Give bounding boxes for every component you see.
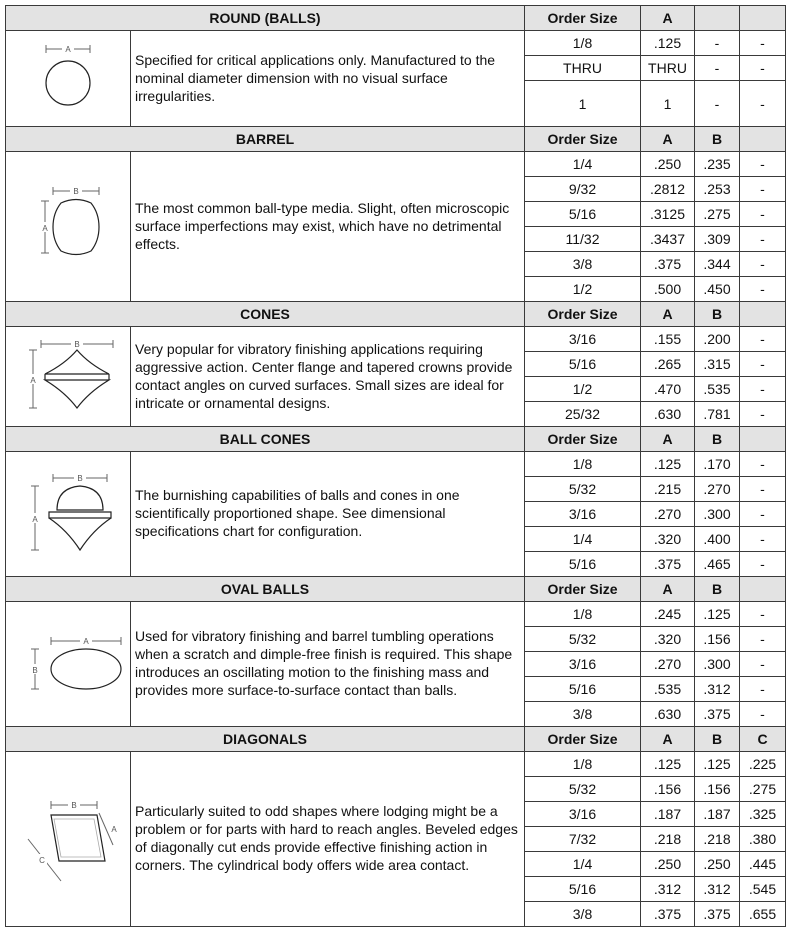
order-size-cell: 5/16 bbox=[525, 352, 641, 377]
order-size-cell: 1/8 bbox=[525, 31, 641, 56]
dim-b-cell: .200 bbox=[695, 327, 740, 352]
order-size-cell: 1/8 bbox=[525, 752, 641, 777]
dim-a-cell: .125 bbox=[641, 752, 695, 777]
col-header-b: B bbox=[695, 577, 740, 602]
col-header-c: C bbox=[740, 727, 786, 752]
dim-a-cell: .155 bbox=[641, 327, 695, 352]
dim-b-cell: .300 bbox=[695, 652, 740, 677]
dim-b-cell: .275 bbox=[695, 202, 740, 227]
dim-b-cell: .465 bbox=[695, 552, 740, 577]
dim-c-cell: - bbox=[740, 227, 786, 252]
svg-text:C: C bbox=[39, 856, 45, 865]
ball-cone-icon bbox=[6, 452, 131, 577]
dim-c-cell: - bbox=[740, 177, 786, 202]
dim-c-cell: .225 bbox=[740, 752, 786, 777]
dim-a-cell: .470 bbox=[641, 377, 695, 402]
dim-a-cell: .630 bbox=[641, 702, 695, 727]
svg-text:B: B bbox=[71, 801, 77, 810]
dim-a-cell: .218 bbox=[641, 827, 695, 852]
order-size-cell: 1/4 bbox=[525, 852, 641, 877]
dim-a-cell: .535 bbox=[641, 677, 695, 702]
dim-b-cell: .312 bbox=[695, 677, 740, 702]
order-size-cell: 3/8 bbox=[525, 252, 641, 277]
order-size-cell: 1/2 bbox=[525, 377, 641, 402]
col-header-a: A bbox=[641, 727, 695, 752]
dim-a-cell: .375 bbox=[641, 902, 695, 927]
dim-a-cell: .3437 bbox=[641, 227, 695, 252]
order-size-cell: 3/8 bbox=[525, 902, 641, 927]
section-header bbox=[6, 127, 786, 152]
order-size-cell: 25/32 bbox=[525, 402, 641, 427]
col-header-order-size: Order Size bbox=[525, 577, 641, 602]
svg-text:A: A bbox=[111, 825, 117, 834]
dim-c-cell: - bbox=[740, 677, 786, 702]
dim-c-cell: - bbox=[740, 602, 786, 627]
table-row bbox=[6, 327, 786, 352]
oval-ball-icon bbox=[6, 602, 131, 727]
dim-c-cell: - bbox=[740, 527, 786, 552]
dim-c-cell: - bbox=[740, 352, 786, 377]
order-size-cell: 5/16 bbox=[525, 877, 641, 902]
dim-c-cell: - bbox=[740, 31, 786, 56]
cone-icon bbox=[6, 327, 131, 427]
dim-b-cell: .125 bbox=[695, 752, 740, 777]
dim-c-cell: - bbox=[740, 377, 786, 402]
dim-c-cell: - bbox=[740, 477, 786, 502]
svg-text:B: B bbox=[73, 186, 79, 196]
dim-c-cell: - bbox=[740, 552, 786, 577]
svg-text:B: B bbox=[74, 339, 80, 349]
dim-a-cell: .250 bbox=[641, 852, 695, 877]
svg-text:B: B bbox=[32, 666, 38, 675]
dim-b-cell: .270 bbox=[695, 477, 740, 502]
col-header-order-size: Order Size bbox=[525, 302, 641, 327]
col-header-b: B bbox=[695, 427, 740, 452]
round-ball-icon bbox=[6, 31, 131, 127]
media-spec-table bbox=[5, 5, 786, 927]
dim-a-cell: .312 bbox=[641, 877, 695, 902]
dim-a-cell: .3125 bbox=[641, 202, 695, 227]
dim-b-cell: .312 bbox=[695, 877, 740, 902]
dim-b-cell: .156 bbox=[695, 777, 740, 802]
dim-c-cell: - bbox=[740, 502, 786, 527]
svg-text:A: A bbox=[65, 44, 71, 54]
dim-a-cell: .250 bbox=[641, 152, 695, 177]
dim-a-cell: 1 bbox=[641, 81, 695, 127]
order-size-cell: 3/16 bbox=[525, 327, 641, 352]
col-header-b: B bbox=[695, 127, 740, 152]
dim-b-cell: - bbox=[695, 56, 740, 81]
col-header-a: A bbox=[641, 577, 695, 602]
order-size-cell: 5/32 bbox=[525, 477, 641, 502]
svg-text:A: A bbox=[30, 375, 36, 385]
dim-b-cell: .309 bbox=[695, 227, 740, 252]
order-size-cell: 5/16 bbox=[525, 552, 641, 577]
dim-c-cell: - bbox=[740, 327, 786, 352]
dim-a-cell: .265 bbox=[641, 352, 695, 377]
table-row bbox=[6, 452, 786, 477]
col-header-order-size: Order Size bbox=[525, 127, 641, 152]
svg-text:B: B bbox=[77, 474, 83, 483]
section-header bbox=[6, 302, 786, 327]
dim-a-cell: .215 bbox=[641, 477, 695, 502]
section-title: BARREL bbox=[6, 127, 525, 152]
section-header bbox=[6, 427, 786, 452]
dim-c-cell: .380 bbox=[740, 827, 786, 852]
order-size-cell: 1/2 bbox=[525, 277, 641, 302]
dim-b-cell: .187 bbox=[695, 802, 740, 827]
dim-b-cell: .235 bbox=[695, 152, 740, 177]
col-header-c bbox=[740, 577, 786, 602]
order-size-cell: 1/4 bbox=[525, 527, 641, 552]
col-header-a: A bbox=[641, 302, 695, 327]
dim-a-cell: .375 bbox=[641, 252, 695, 277]
col-header-order-size: Order Size bbox=[525, 427, 641, 452]
section-title: ROUND (BALLS) bbox=[6, 6, 525, 31]
col-header-a: A bbox=[641, 127, 695, 152]
dim-b-cell: .375 bbox=[695, 902, 740, 927]
dim-a-cell: .2812 bbox=[641, 177, 695, 202]
dim-c-cell: .445 bbox=[740, 852, 786, 877]
dim-a-cell: .125 bbox=[641, 31, 695, 56]
dim-c-cell: - bbox=[740, 152, 786, 177]
dim-b-cell: - bbox=[695, 81, 740, 127]
section-header bbox=[6, 727, 786, 752]
col-header-order-size: Order Size bbox=[525, 727, 641, 752]
dim-c-cell: .325 bbox=[740, 802, 786, 827]
dim-a-cell: THRU bbox=[641, 56, 695, 81]
order-size-cell: 9/32 bbox=[525, 177, 641, 202]
order-size-cell: 5/32 bbox=[525, 777, 641, 802]
dim-b-cell: .253 bbox=[695, 177, 740, 202]
dim-c-cell: - bbox=[740, 56, 786, 81]
dim-a-cell: .270 bbox=[641, 502, 695, 527]
dim-b-cell: .125 bbox=[695, 602, 740, 627]
dim-c-cell: - bbox=[740, 202, 786, 227]
col-header-a: A bbox=[641, 427, 695, 452]
section-title: BALL CONES bbox=[6, 427, 525, 452]
dim-a-cell: .245 bbox=[641, 602, 695, 627]
dim-b-cell: .781 bbox=[695, 402, 740, 427]
table-row bbox=[6, 752, 786, 777]
dim-b-cell: .344 bbox=[695, 252, 740, 277]
order-size-cell: 1/4 bbox=[525, 152, 641, 177]
dim-b-cell: .300 bbox=[695, 502, 740, 527]
section-title: CONES bbox=[6, 302, 525, 327]
dim-b-cell: .450 bbox=[695, 277, 740, 302]
section-description: The burnishing capabilities of balls and cones in one scientifically proportioned shape. See dimensional specifications chart for configuration. bbox=[131, 452, 525, 577]
section-header bbox=[6, 577, 786, 602]
dim-c-cell: - bbox=[740, 652, 786, 677]
dim-b-cell: .400 bbox=[695, 527, 740, 552]
order-size-cell: 1 bbox=[525, 81, 641, 127]
table-row bbox=[6, 31, 786, 56]
order-size-cell: 3/8 bbox=[525, 702, 641, 727]
section-description: Specified for critical applications only. Manufactured to the nominal diameter dimension with no visual surface irregularities. bbox=[131, 31, 525, 127]
order-size-cell: 3/16 bbox=[525, 652, 641, 677]
col-header-c bbox=[740, 6, 786, 31]
svg-text:A: A bbox=[32, 515, 38, 524]
table-row bbox=[6, 152, 786, 177]
dim-c-cell: - bbox=[740, 452, 786, 477]
order-size-cell: 1/8 bbox=[525, 602, 641, 627]
section-description: Very popular for vibratory finishing applications requiring aggressive action. Center flange and tapered crowns provide contact angles on curved surfaces. Small sizes are ideal for intricate or ornamental designs. bbox=[131, 327, 525, 427]
dim-b-cell: .535 bbox=[695, 377, 740, 402]
col-header-b bbox=[695, 6, 740, 31]
order-size-cell: 1/8 bbox=[525, 452, 641, 477]
dim-a-cell: .320 bbox=[641, 527, 695, 552]
order-size-cell: 5/16 bbox=[525, 677, 641, 702]
section-description: The most common ball-type media. Slight, often microscopic surface imperfections may exist, which have no detrimental effects. bbox=[131, 152, 525, 302]
dim-c-cell: - bbox=[740, 81, 786, 127]
dim-c-cell: .275 bbox=[740, 777, 786, 802]
order-size-cell: 7/32 bbox=[525, 827, 641, 852]
dim-c-cell: - bbox=[740, 277, 786, 302]
dim-c-cell: - bbox=[740, 402, 786, 427]
dim-a-cell: .630 bbox=[641, 402, 695, 427]
dim-c-cell: - bbox=[740, 627, 786, 652]
svg-text:A: A bbox=[42, 223, 48, 233]
dim-c-cell: - bbox=[740, 702, 786, 727]
dim-b-cell: .170 bbox=[695, 452, 740, 477]
dim-b-cell: - bbox=[695, 31, 740, 56]
col-header-a: A bbox=[641, 6, 695, 31]
order-size-cell: THRU bbox=[525, 56, 641, 81]
col-header-b: B bbox=[695, 302, 740, 327]
order-size-cell: 5/16 bbox=[525, 202, 641, 227]
section-title: DIAGONALS bbox=[6, 727, 525, 752]
section-description: Used for vibratory finishing and barrel tumbling operations when a scratch and dimple-free finish is required. This shape introduces an oscillating motion to the finishing mass and provides more surface-to-surface contact than balls. bbox=[131, 602, 525, 727]
col-header-c bbox=[740, 127, 786, 152]
order-size-cell: 3/16 bbox=[525, 802, 641, 827]
dim-b-cell: .218 bbox=[695, 827, 740, 852]
dim-a-cell: .375 bbox=[641, 552, 695, 577]
order-size-cell: 11/32 bbox=[525, 227, 641, 252]
dim-a-cell: .156 bbox=[641, 777, 695, 802]
table-row bbox=[6, 602, 786, 627]
order-size-cell: 5/32 bbox=[525, 627, 641, 652]
section-description: Particularly suited to odd shapes where lodging might be a problem or for parts with hard to reach angles. Beveled edges of diagonally cut ends provide effective finishing action in corners. The cylindrical body offers wide area contact. bbox=[131, 752, 525, 927]
barrel-icon bbox=[6, 152, 131, 302]
dim-b-cell: .315 bbox=[695, 352, 740, 377]
section-title: OVAL BALLS bbox=[6, 577, 525, 602]
dim-a-cell: .270 bbox=[641, 652, 695, 677]
col-header-c bbox=[740, 302, 786, 327]
col-header-b: B bbox=[695, 727, 740, 752]
dim-b-cell: .156 bbox=[695, 627, 740, 652]
svg-text:A: A bbox=[83, 637, 89, 646]
dim-a-cell: .187 bbox=[641, 802, 695, 827]
col-header-c bbox=[740, 427, 786, 452]
section-header bbox=[6, 6, 786, 31]
dim-a-cell: .320 bbox=[641, 627, 695, 652]
dim-c-cell: - bbox=[740, 252, 786, 277]
diagonal-icon bbox=[6, 752, 131, 927]
dim-b-cell: .250 bbox=[695, 852, 740, 877]
col-header-order-size: Order Size bbox=[525, 6, 641, 31]
order-size-cell: 3/16 bbox=[525, 502, 641, 527]
dim-b-cell: .375 bbox=[695, 702, 740, 727]
dim-c-cell: .655 bbox=[740, 902, 786, 927]
dim-c-cell: .545 bbox=[740, 877, 786, 902]
dim-a-cell: .500 bbox=[641, 277, 695, 302]
dim-a-cell: .125 bbox=[641, 452, 695, 477]
